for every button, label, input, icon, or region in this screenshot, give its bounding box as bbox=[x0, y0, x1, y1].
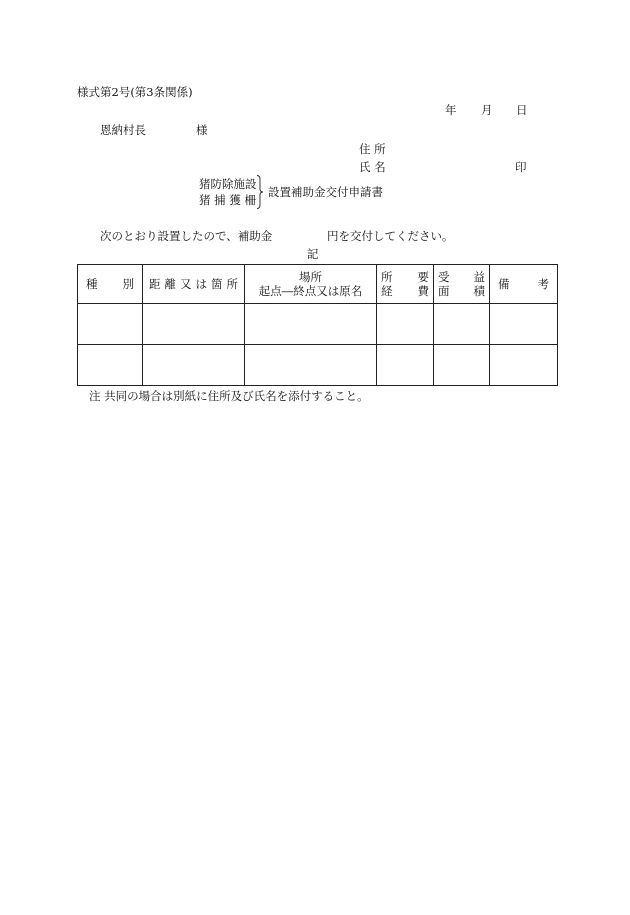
header-place: 場所 起点―終点又は原名 bbox=[245, 265, 377, 304]
header-type: 種 別 bbox=[78, 265, 143, 304]
form-label: 様式第2号(第3条関係) bbox=[77, 85, 193, 99]
address-label: 住 所 bbox=[359, 142, 386, 156]
table-cell[interactable] bbox=[143, 345, 245, 386]
date-day: 日 bbox=[516, 103, 528, 117]
body-text-suffix: 円を交付してください。 bbox=[327, 229, 454, 243]
header-area: 受 益 面 積 bbox=[434, 265, 490, 304]
table-row bbox=[78, 304, 558, 345]
header-distance: 距 離 又 は 箇 所 bbox=[143, 265, 245, 304]
header-cost: 所 要 経 費 bbox=[377, 265, 434, 304]
name-label: 氏 名 bbox=[359, 160, 386, 174]
footnote: 注 共同の場合は別紙に住所及び氏名を添付すること。 bbox=[89, 389, 369, 403]
table-cell[interactable] bbox=[245, 304, 377, 345]
header-note: 備 考 bbox=[490, 265, 558, 304]
addressee-name: 恩納村長 bbox=[100, 123, 146, 137]
ki-heading: 記 bbox=[307, 247, 319, 261]
table-cell[interactable] bbox=[377, 304, 434, 345]
table-cell[interactable] bbox=[78, 345, 143, 386]
seal-mark: 印 bbox=[515, 160, 527, 174]
date-year: 年 bbox=[445, 103, 457, 117]
title-option-facility: 猪防除施設 bbox=[199, 177, 257, 191]
table-cell[interactable] bbox=[434, 345, 490, 386]
table-cell[interactable] bbox=[377, 345, 434, 386]
brace-icon bbox=[257, 175, 263, 209]
application-table bbox=[77, 264, 558, 386]
date-month: 月 bbox=[481, 103, 493, 117]
title-suffix: 設置補助金交付申請書 bbox=[268, 185, 383, 199]
addressee-honorific: 様 bbox=[196, 123, 208, 137]
table-cell[interactable] bbox=[143, 304, 245, 345]
table-cell[interactable] bbox=[490, 304, 558, 345]
table-cell[interactable] bbox=[78, 304, 143, 345]
table-header-row bbox=[78, 265, 558, 304]
table-row bbox=[78, 345, 558, 386]
table-cell[interactable] bbox=[490, 345, 558, 386]
table-cell[interactable] bbox=[434, 304, 490, 345]
table-cell[interactable] bbox=[245, 345, 377, 386]
title-option-trap: 猪 捕 獲 柵 bbox=[199, 193, 256, 207]
body-text-prefix: 次のとおり設置したので、補助金 bbox=[100, 229, 273, 243]
